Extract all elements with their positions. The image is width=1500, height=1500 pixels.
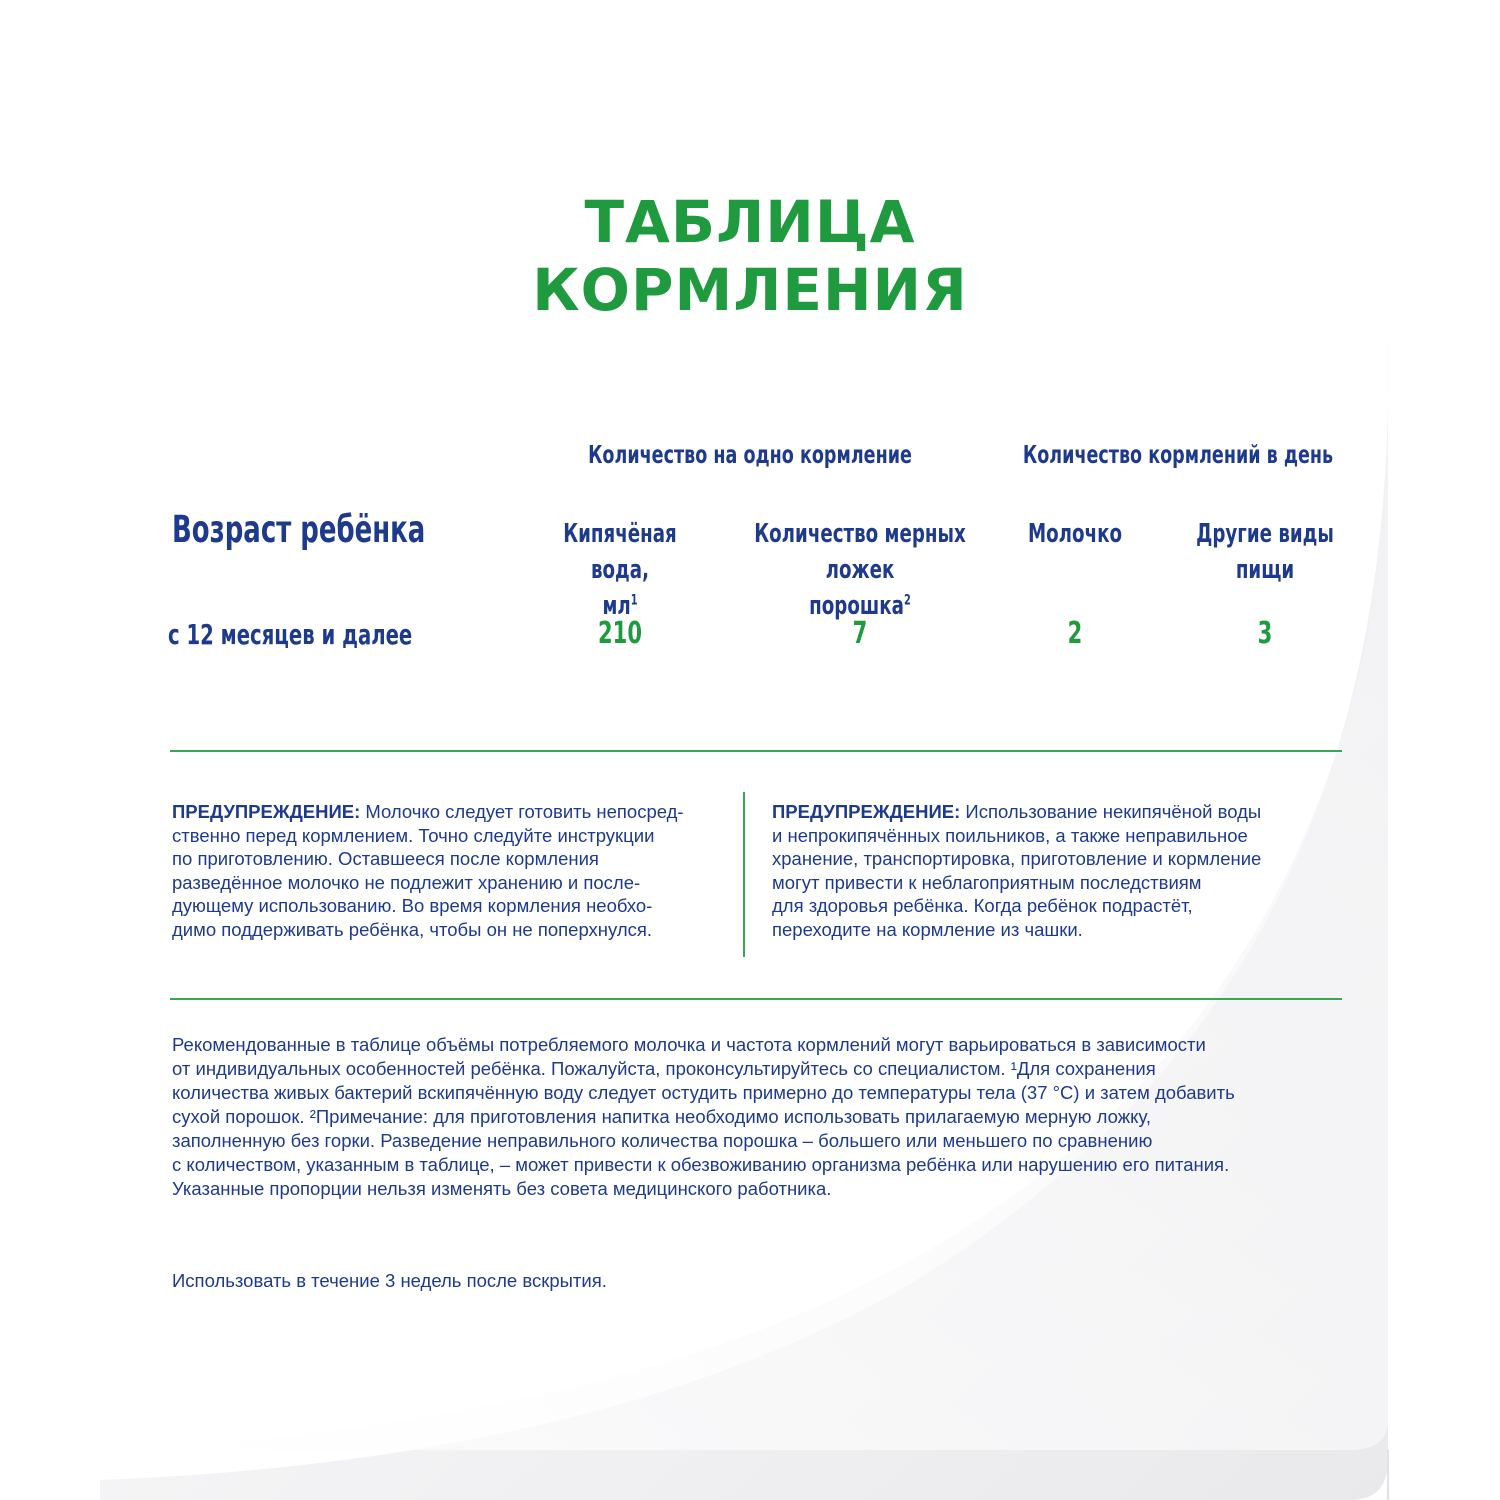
column-header-water <box>534 516 706 624</box>
warning-right-line-4: могут привести к неблагоприятным последствиям <box>772 871 1202 893</box>
warning-left-label: ПРЕДУПРЕЖДЕНИЕ: <box>172 801 361 822</box>
warning-right-line-3: хранение, транспортировка, приготовление и кормление <box>772 848 1262 869</box>
title-line-2: КОРМЛЕНИЯ <box>532 256 968 324</box>
group-header-per-feeding: Количество на одно кормление <box>588 440 912 469</box>
warning-left-line-1: Молочко следует готовить непосред- <box>360 801 684 822</box>
warning-right-line-6: переходите на кормление из чашки. <box>772 918 1083 940</box>
column-header-scoops <box>735 516 985 624</box>
value-milk-feedings: 2 <box>1067 616 1083 651</box>
warning-left-line-6: димо поддерживать ребёнка, чтобы он не поперхнулся. <box>172 918 653 940</box>
table-row-age: с 12 месяцев и далее <box>168 618 413 651</box>
warning-left <box>172 800 732 941</box>
warning-left-line-5: дующему использованию. Во время кормления необхо- <box>172 895 653 916</box>
value-water-ml: 210 <box>598 616 642 651</box>
footnote-marker-1: 1 <box>630 592 638 609</box>
divider-top <box>170 750 1342 752</box>
column-header-other-food-line1: Другие виды <box>1196 519 1334 549</box>
group-header-feedings-per-day: Количество кормлений в день <box>1022 440 1334 469</box>
title-line-1: ТАБЛИЦА <box>584 188 916 256</box>
column-header-scoops-line2: порошка <box>809 591 904 621</box>
value-other-feedings: 3 <box>1257 616 1273 651</box>
warning-right-line-1: Использование некипячёной воды <box>960 801 1262 822</box>
warning-right-line-5: для здоровья ребёнка. Когда ребёнок подрастёт, <box>772 895 1193 916</box>
warning-left-line-2: ственно перед кормлением. Точно следуйте инструкции <box>172 824 655 846</box>
column-header-milk <box>1013 516 1138 552</box>
page-title <box>0 188 1500 324</box>
age-column-header: Возраст ребёнка <box>172 508 426 551</box>
footnote-marker-2: 2 <box>903 592 911 609</box>
column-header-water-line2: мл <box>602 591 631 621</box>
note-line-2: от индивидуальных особенностей ребёнка. Пожалуйста, проконсультируйтесь со специалистом. ¹Для сохранения <box>172 1058 1156 1079</box>
note-line-1: Рекомендованные в таблице объёмы потребляемого молочка и частота кормлений могут варьироваться в зависимости <box>172 1034 1206 1055</box>
footnote-block <box>172 1033 1352 1201</box>
column-header-other-food <box>1195 516 1335 588</box>
column-header-scoops-line1: Количество мерных ложек <box>754 519 966 585</box>
warning-right <box>772 800 1352 941</box>
column-header-water-line1: Кипячёная вода, <box>563 519 677 585</box>
warning-left-line-4: разведённое молочко не подлежит хранению и после- <box>172 871 641 893</box>
column-header-other-food-line2: пищи <box>1235 555 1295 585</box>
note-line-6: с количеством, указанным в таблице, – может привести к обезвоживанию организма ребёнка или нарушению его питания. <box>172 1154 1230 1175</box>
divider-bottom <box>170 998 1342 1000</box>
note-line-5: заполненную без горки. Разведение неправильного количества порошка – большего или меньшего по сравнению <box>172 1130 1153 1151</box>
divider-vertical <box>743 792 745 957</box>
note-line-3: количества живых бактерий вскипячённую воду следует остудить примерно до температуры тела (37 °C) и затем добавить <box>172 1082 1235 1103</box>
usage-period-note: Использовать в течение 3 недель после вскрытия. <box>172 1270 607 1291</box>
note-line-4: сухой порошок. ²Примечание: для приготовления напитка необходимо использовать прилагаемую мерную ложку, <box>172 1106 1151 1127</box>
warning-right-line-2: и непрокипячённых поильников, а также неправильное <box>772 824 1248 846</box>
warning-right-label: ПРЕДУПРЕЖДЕНИЕ: <box>772 801 961 822</box>
warning-left-line-3: по приготовлению. Оставшееся после кормления <box>172 848 599 869</box>
column-header-milk-line1: Молочко <box>1027 519 1123 549</box>
value-scoops: 7 <box>852 616 868 651</box>
note-line-7: Указанные пропорции нельзя изменять без совета медицинского работника. <box>172 1178 832 1199</box>
